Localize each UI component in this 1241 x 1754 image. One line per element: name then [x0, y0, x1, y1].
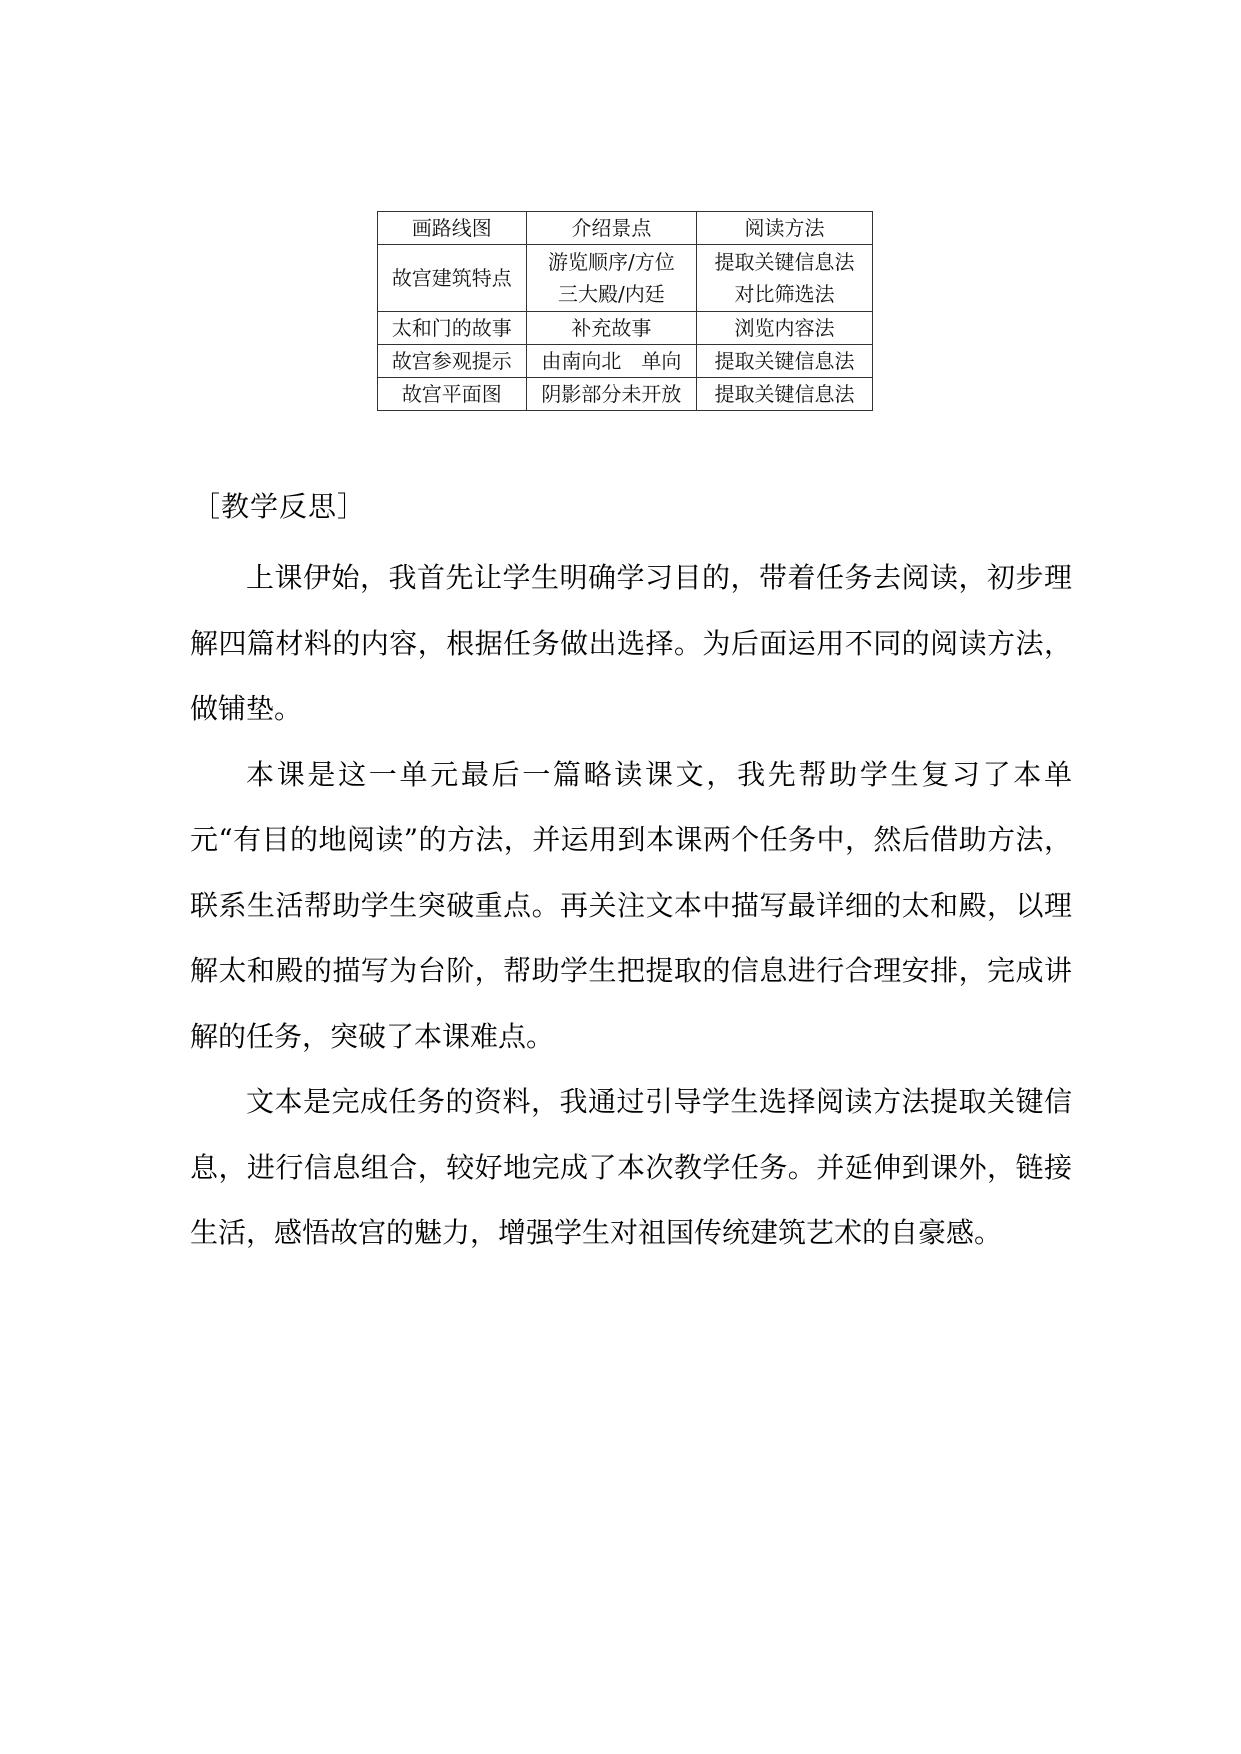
table-cell: 太和门的故事	[378, 312, 527, 345]
table-cell: 阴影部分未开放	[526, 378, 696, 411]
table-cell-line: 对比筛选法	[734, 282, 835, 306]
table-cell: 由南向北 单向	[526, 345, 696, 378]
table-header-cell: 画路线图	[378, 212, 527, 245]
table-cell: 故宫平面图	[378, 378, 527, 411]
section-heading: ［教学反思］	[192, 490, 367, 523]
paragraph: 文本是完成任务的资料，我通过引导学生选择阅读方法提取关键信息，进行信息组合，较好地完成了本次教学任务。并延伸到课外，链接生活，感悟故宫的魅力，增强学生对祖国传统建筑艺术的自豪感。	[190, 1085, 1072, 1249]
table-row	[378, 245, 873, 312]
paragraph: 上课伊始，我首先让学生明确学习目的，带着任务去阅读，初步理解四篇材料的内容，根据任务做出选择。为后面运用不同的阅读方法，做铺垫。	[190, 561, 1072, 725]
table-cell: 补充故事	[526, 312, 696, 345]
table-row	[378, 378, 873, 411]
table-cell: 故宫建筑特点	[378, 245, 527, 312]
table-cell-line: 游览顺序/方位	[547, 250, 675, 274]
table-cell-line: 三大殿/内廷	[557, 282, 665, 306]
table-cell: 故宫参观提示	[378, 345, 527, 378]
table-row	[378, 312, 873, 345]
table-header-cell: 阅读方法	[697, 212, 873, 245]
table-header-cell: 介绍景点	[526, 212, 696, 245]
paragraph: 本课是这一单元最后一篇略读课文，我先帮助学生复习了本单元“有目的地阅读”的方法，并运用到本课两个任务中，然后借助方法，联系生活帮助学生突破重点。再关注文本中描写最详细的太和殿，以理解太和殿的描写为台阶，帮助学生把提取的信息进行合理安排，完成讲解的任务，突破了本课难点。	[190, 757, 1072, 1053]
table-header-row	[378, 212, 873, 245]
table-cell	[697, 245, 873, 312]
table-cell	[526, 245, 696, 312]
table-row	[378, 345, 873, 378]
table-cell: 提取关键信息法	[697, 378, 873, 411]
table-cell-line: 提取关键信息法	[714, 250, 855, 274]
reflection-body	[190, 545, 1072, 1266]
table-cell: 浏览内容法	[697, 312, 873, 345]
table-cell: 提取关键信息法	[697, 345, 873, 378]
reading-method-table	[377, 211, 873, 411]
